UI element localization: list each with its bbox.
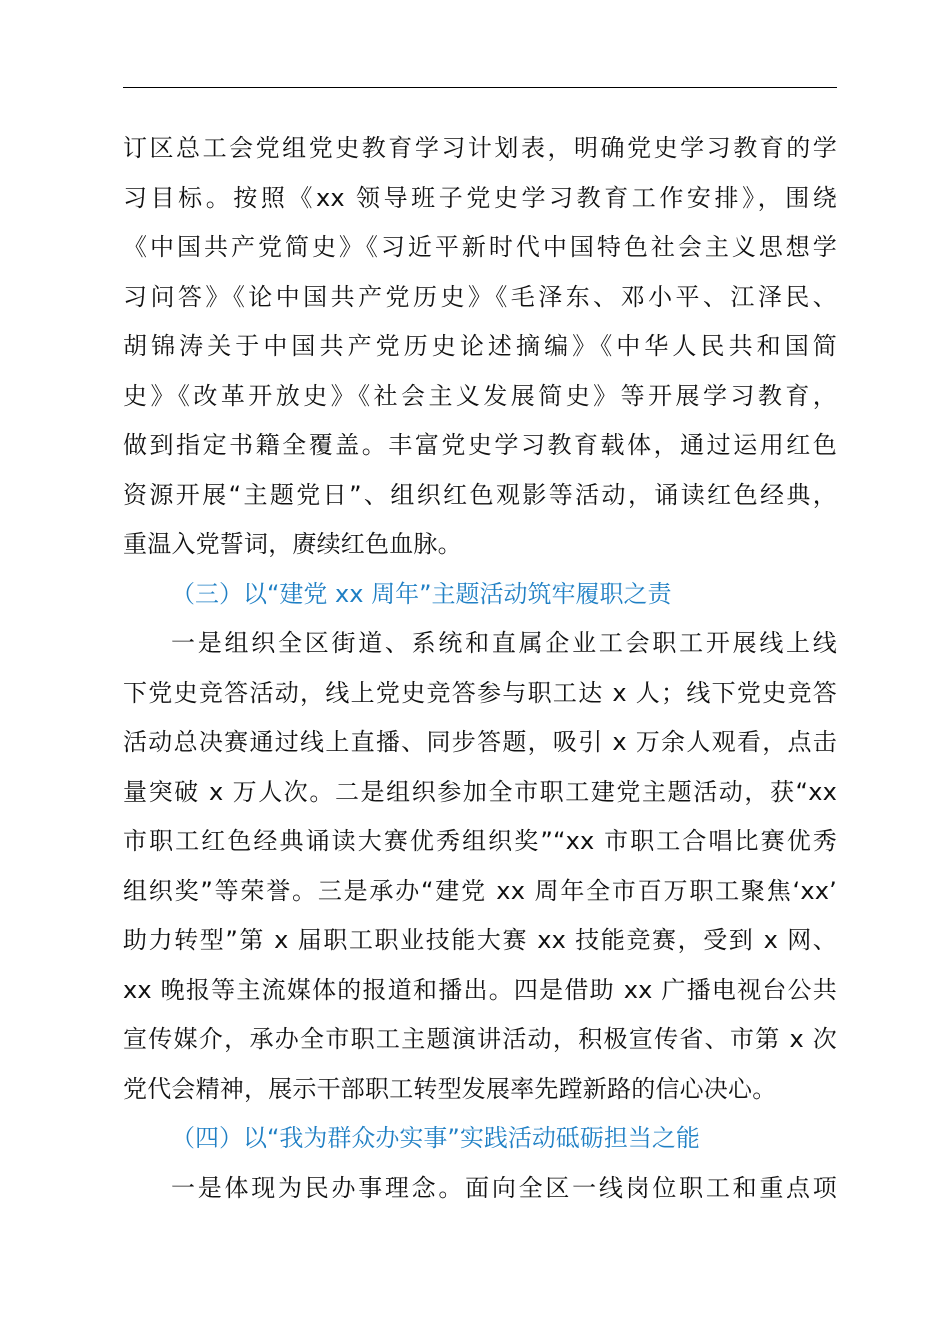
text-line: 党代会精神，展示干部职工转型发展率先蹚新路的信心决心。 (123, 1074, 777, 1103)
text-line: 胡锦涛关于中国共产党历史论述摘编》《中华人民共和国简 (123, 332, 837, 360)
text-line: 《中国共产党简史》《习近平新时代中国特色社会主义思想学 (123, 233, 837, 261)
text-line: 重温入党誓词，赓续红色血脉。 (123, 530, 462, 558)
text-line: xx 晚报等主流媒体的报道和播出。四是借助 xx 广播电视台公共 (123, 975, 837, 1004)
text-line: 市职工红色经典诵读大赛优秀组织奖”“xx 市职工合唱比赛优秀 (123, 827, 837, 855)
document-body (123, 124, 837, 1213)
header-rule (123, 87, 837, 88)
section-heading-3: （三）以“建党 xx 周年”主题活动筑牢履职之责 (171, 579, 672, 608)
section-heading-4: （四）以“我为群众办实事”实践活动砥砺担当之能 (171, 1124, 700, 1152)
text-line: 习问答》《论中国共产党历史》《毛泽东、邓小平、江泽民、 (123, 282, 837, 311)
text-line: 下党史竞答活动，线上党史竞答参与职工达 x 人；线下党史竞答 (123, 678, 837, 707)
text-line: 量突破 x 万人次。二是组织参加全市职工建党主题活动，获“xx (123, 777, 837, 806)
text-line: 宣传媒介，承办全市职工主题演讲活动，积极宣传省、市第 x 次 (123, 1025, 837, 1053)
text-line: 组织奖”等荣誉。三是承办“建党 xx 周年全市百万职工聚焦‘xx’ (123, 876, 837, 905)
paragraph-anniversary-activities (123, 619, 837, 1114)
text-line: 一是组织全区街道、系统和直属企业工会职工开展线上线 (171, 629, 837, 657)
paragraph-practical-service (123, 1164, 837, 1214)
text-line: 助力转型”第 x 届职工职业技能大赛 xx 技能竞赛，受到 x 网、 (123, 926, 837, 954)
text-line: 习目标。按照《xx 领导班子党史学习教育工作安排》，围绕 (123, 183, 837, 212)
text-line: 订区总工会党组党史教育学习计划表，明确党史学习教育的学 (123, 134, 837, 162)
text-line: 活动总决赛通过线上直播、同步答题，吸引 x 万余人观看，点击 (123, 728, 837, 756)
text-line: 史》《改革开放史》《社会主义发展简史》等开展学习教育， (123, 381, 837, 410)
text-line: 一是体现为民办事理念。面向全区一线岗位职工和重点项 (171, 1173, 837, 1202)
paragraph-study-plan (123, 124, 837, 570)
text-line: 资源开展“主题党日”、组织红色观影等活动，诵读红色经典， (123, 480, 837, 509)
text-line: 做到指定书籍全覆盖。丰富党史学习教育载体，通过运用红色 (123, 431, 837, 459)
